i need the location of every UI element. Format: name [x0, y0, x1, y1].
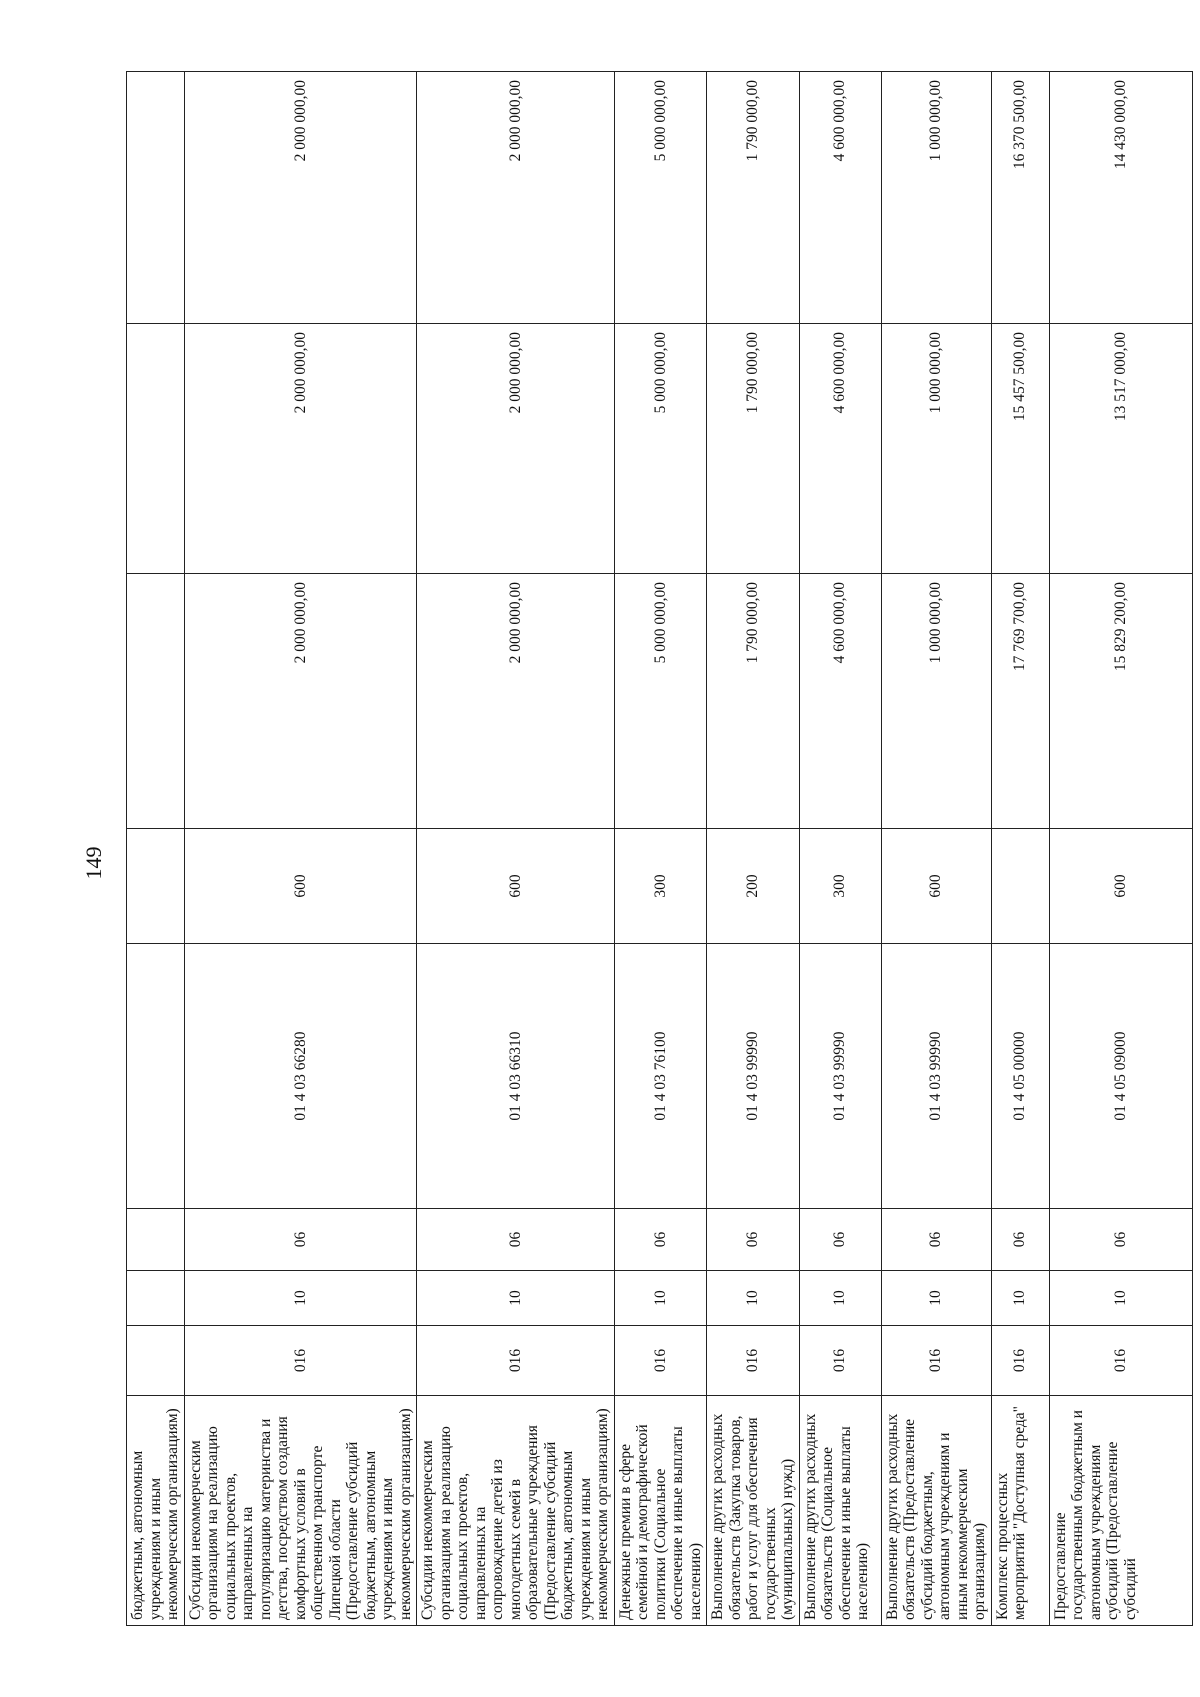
amount-year-2: 1 790 000,00	[707, 324, 800, 574]
amount-year-1: 5 000 000,00	[614, 574, 707, 829]
amount-year-3: 1 790 000,00	[707, 72, 800, 324]
subsection-code: 06	[614, 1209, 707, 1271]
amount-year-2: 2 000 000,00	[184, 324, 417, 574]
amount-year-2: 15 457 500,00	[991, 324, 1049, 574]
amount-year-3	[127, 72, 185, 324]
section-code: 10	[707, 1271, 800, 1326]
amount-year-1: 2 000 000,00	[417, 574, 615, 829]
amount-year-1: 15 829 200,00	[1049, 574, 1192, 829]
admin-code: 016	[1049, 1326, 1192, 1396]
section-code	[127, 1271, 185, 1326]
subsection-code: 06	[991, 1209, 1049, 1271]
row-description: Выполнение других расходных обязательств (Закупка товаров, работ и услуг для обеспечения государственных (муниципальных) нужд)	[707, 1396, 800, 1626]
subsection-code: 06	[707, 1209, 800, 1271]
section-code: 10	[799, 1271, 881, 1326]
expense-type-code: 600	[184, 829, 417, 944]
section-code: 10	[614, 1271, 707, 1326]
admin-code: 016	[991, 1326, 1049, 1396]
expense-type-code: 600	[417, 829, 615, 944]
row-description: Выполнение других расходных обязательств (Социальное обеспечение и иные выплаты населению)	[799, 1396, 881, 1626]
admin-code: 016	[707, 1326, 800, 1396]
table-row	[707, 72, 800, 1626]
expense-type-code: 200	[707, 829, 800, 944]
expense-type-code: 300	[799, 829, 881, 944]
table-row	[1049, 72, 1192, 1626]
table-row	[991, 72, 1049, 1626]
target-article-code: 01 4 03 66310	[417, 944, 615, 1209]
admin-code: 016	[799, 1326, 881, 1396]
admin-code: 016	[881, 1326, 991, 1396]
amount-year-3: 2 000 000,00	[417, 72, 615, 324]
row-description: Денежные премии в сфере семейной и демографической политики (Социальное обеспечение и иные выплаты населению)	[614, 1396, 707, 1626]
expense-type-code: 600	[881, 829, 991, 944]
table-row	[614, 72, 707, 1626]
target-article-code: 01 4 03 99990	[707, 944, 800, 1209]
amount-year-3: 5 000 000,00	[614, 72, 707, 324]
admin-code: 016	[417, 1326, 615, 1396]
row-description: Субсидии некоммерческим организациям на реализацию социальных проектов, направленных на сопровождение детей из многодетных семей в образовательные учреждения (Предоставление субсидий бюджетным, автономным учреждениям и иным некоммерческим организациям)	[417, 1396, 615, 1626]
amount-year-3: 4 600 000,00	[799, 72, 881, 324]
expense-type-code: 300	[614, 829, 707, 944]
amount-year-2: 2 000 000,00	[417, 324, 615, 574]
budget-table-rotated	[126, 72, 1139, 1626]
subsection-code: 06	[881, 1209, 991, 1271]
amount-year-2: 1 000 000,00	[881, 324, 991, 574]
section-code: 10	[881, 1271, 991, 1326]
subsection-code: 06	[799, 1209, 881, 1271]
target-article-code	[127, 944, 185, 1209]
amount-year-3: 2 000 000,00	[184, 72, 417, 324]
amount-year-3: 1 000 000,00	[881, 72, 991, 324]
amount-year-1: 17 769 700,00	[991, 574, 1049, 829]
amount-year-3: 14 430 000,00	[1049, 72, 1192, 324]
table-row	[417, 72, 615, 1626]
amount-year-2	[127, 324, 185, 574]
row-description: бюджетным, автономным учреждениям и иным некоммерческим организациям)	[127, 1396, 185, 1626]
subsection-code	[127, 1209, 185, 1271]
amount-year-2: 4 600 000,00	[799, 324, 881, 574]
section-code: 10	[184, 1271, 417, 1326]
section-code: 10	[991, 1271, 1049, 1326]
admin-code: 016	[614, 1326, 707, 1396]
amount-year-1: 2 000 000,00	[184, 574, 417, 829]
target-article-code: 01 4 05 00000	[991, 944, 1049, 1209]
amount-year-1	[127, 574, 185, 829]
target-article-code: 01 4 03 99990	[799, 944, 881, 1209]
row-description: Предоставление государственным бюджетным и автономным учреждениям субсидий (Предоставление субсидий	[1049, 1396, 1192, 1626]
subsection-code: 06	[1049, 1209, 1192, 1271]
expense-type-code	[991, 829, 1049, 944]
target-article-code: 01 4 03 99990	[881, 944, 991, 1209]
expense-type-code: 600	[1049, 829, 1192, 944]
section-code: 10	[417, 1271, 615, 1326]
admin-code	[127, 1326, 185, 1396]
table-body	[127, 72, 1193, 1626]
table-row	[184, 72, 417, 1626]
subsection-code: 06	[184, 1209, 417, 1271]
table-row	[127, 72, 185, 1626]
amount-year-1: 4 600 000,00	[799, 574, 881, 829]
row-description: Выполнение других расходных обязательств (Предоставление субсидий бюджетным, автономным учреждениям и иным некоммерческим организациям)	[881, 1396, 991, 1626]
section-code: 10	[1049, 1271, 1192, 1326]
table-row	[799, 72, 881, 1626]
amount-year-2: 13 517 000,00	[1049, 324, 1192, 574]
row-description: Субсидии некоммерческим организациям на реализацию социальных проектов, направленных на популяризацию материнства и детства, посредством создания комфортных условий в общественном транспорте Липецкой области (Предоставление субсидий бюджетным, автономным учреждениям и иным некоммерческим организациям)	[184, 1396, 417, 1626]
amount-year-3: 16 370 500,00	[991, 72, 1049, 324]
target-article-code: 01 4 05 09000	[1049, 944, 1192, 1209]
row-description: Комплекс процессных мероприятий "Доступная среда"	[991, 1396, 1049, 1626]
amount-year-1: 1 000 000,00	[881, 574, 991, 829]
expense-type-code	[127, 829, 185, 944]
budget-table	[126, 71, 1193, 1626]
admin-code: 016	[184, 1326, 417, 1396]
target-article-code: 01 4 03 76100	[614, 944, 707, 1209]
amount-year-2: 5 000 000,00	[614, 324, 707, 574]
table-row	[881, 72, 991, 1626]
target-article-code: 01 4 03 66280	[184, 944, 417, 1209]
page-number: 149	[81, 846, 106, 880]
amount-year-1: 1 790 000,00	[707, 574, 800, 829]
subsection-code: 06	[417, 1209, 615, 1271]
